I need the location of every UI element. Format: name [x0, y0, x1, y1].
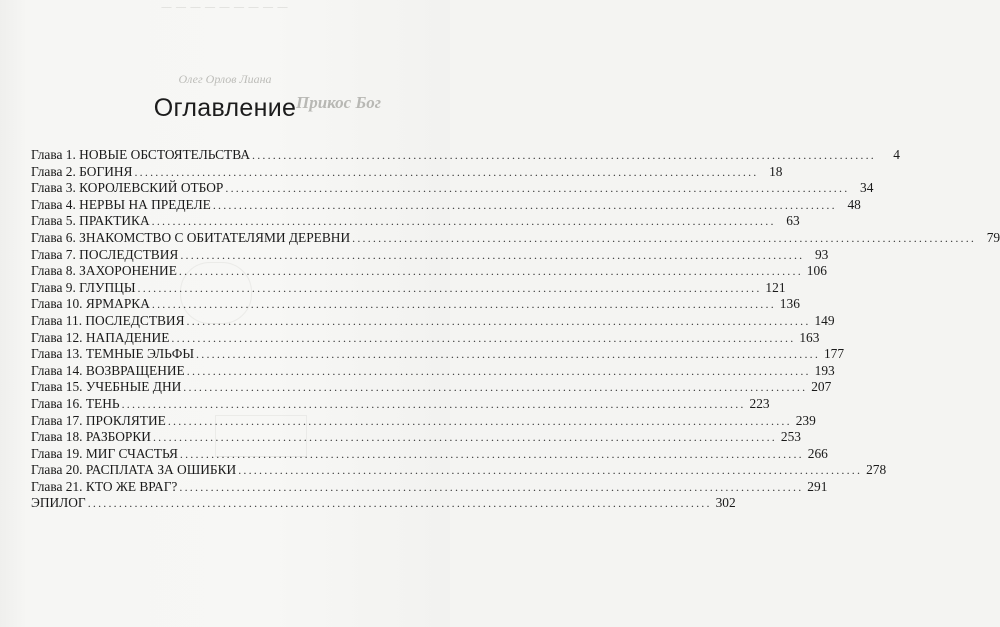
toc-entry-title: ЭПИЛОГ: [31, 495, 86, 511]
toc-dot-leader: ........................................................................................................................: [238, 463, 863, 478]
toc-dot-leader: ........................................................................................................................: [167, 413, 792, 428]
toc-entry-page-number: 177: [823, 346, 845, 362]
toc-entry-title: Глава 12. НАПАДЕНИЕ: [31, 329, 170, 345]
toc-entry-page-number: 193: [814, 362, 835, 378]
toc-entry-page-number: 223: [749, 395, 770, 411]
toc-dot-leader: ........................................................................................................................: [178, 264, 803, 279]
toc-entry-page-number: 48: [847, 196, 861, 212]
toc-entry-page-number: 136: [779, 296, 800, 312]
toc-entry-title: Глава 2. БОГИНЯ: [31, 163, 133, 179]
toc-dot-leader: ........................................................................................................................: [151, 297, 776, 312]
toc-entry-page-number: 121: [765, 279, 786, 295]
toc-entry: [31, 180, 874, 197]
toc-entry: [31, 329, 820, 347]
toc-entry: [31, 213, 800, 230]
toc-entry-page-number: 18: [769, 163, 783, 179]
toc-dot-leader: ........................................................................................................................: [179, 446, 804, 461]
toc-entry-page-number: 34: [860, 180, 874, 196]
toc-entry: [31, 163, 783, 181]
toc-entry-title: Глава 18. РАЗБОРКИ: [31, 429, 151, 445]
toc-entry-title: Глава 11. ПОСЛЕДСТВИЯ: [31, 312, 185, 328]
toc-entry-page-number: 149: [814, 312, 835, 328]
toc-entry: [31, 263, 827, 280]
toc-dot-leader: ........................................................................................................................: [171, 330, 796, 345]
toc-entry: [31, 412, 816, 430]
toc-dot-leader: ........................................................................................................................: [183, 380, 808, 395]
toc-dot-leader: ........................................................................................................................: [121, 396, 746, 411]
toc-entry: [31, 147, 900, 164]
toc-entry: [31, 462, 887, 479]
bleed-through-authors: Олег Орлов Лиана: [178, 72, 272, 86]
toc-entry: [31, 379, 832, 396]
toc-dot-leader: ........................................................................................................................: [179, 479, 804, 494]
toc-dot-leader: ........................................................................................................................: [180, 247, 805, 262]
toc-entry-title: Глава 8. ЗАХОРОНЕНИЕ: [31, 263, 177, 279]
toc-entry: [31, 429, 801, 446]
toc-entry-page-number: 4: [893, 147, 900, 162]
toc-entry: [31, 196, 861, 214]
toc-entry: [31, 362, 835, 380]
toc-entry-page-number: 291: [807, 478, 828, 494]
toc-entry-page-number: 302: [715, 495, 736, 511]
toc-entry-title: Глава 20. РАСПЛАТА ЗА ОШИБКИ: [31, 462, 237, 478]
toc-entry-title: Глава 5. ПРАКТИКА: [31, 213, 150, 229]
toc-entry: [31, 246, 829, 264]
toc-entry-title: Глава 7. ПОСЛЕДСТВИЯ: [31, 246, 179, 262]
toc-entry: [31, 395, 770, 413]
bleed-through-series: Прикос Бог: [296, 93, 382, 112]
toc-entry-title: Глава 10. ЯРМАРКА: [31, 296, 150, 312]
toc-dot-leader: ........................................................................................................................: [186, 313, 811, 328]
toc-entry-page-number: 163: [799, 329, 820, 345]
toc-dot-leader: ........................................................................................................................: [87, 496, 712, 511]
toc-entry-page-number: 266: [807, 445, 828, 461]
toc-entry-page-number: 79: [986, 229, 1000, 245]
toc-dot-leader: ........................................................................................................................: [152, 430, 777, 445]
toc-entry: [31, 478, 828, 496]
table-of-contents: [31, 147, 1000, 512]
toc-entry-page-number: 63: [786, 213, 800, 229]
page-title: Оглавление: [153, 94, 297, 122]
toc-entry: [31, 495, 736, 512]
toc-entry: [31, 346, 845, 363]
toc-entry-page-number: 239: [795, 412, 816, 428]
bleed-through-top-line: — — — — — — — — —: [161, 2, 289, 13]
toc-entry-title: Глава 15. УЧЕБНЫЕ ДНИ: [31, 379, 182, 395]
toc-entry: [31, 445, 828, 463]
toc-entry-title: Глава 9. ГЛУПЦЫ: [31, 279, 136, 295]
toc-dot-leader: ........................................................................................................................: [252, 148, 876, 162]
toc-entry-title: Глава 4. НЕРВЫ НА ПРЕДЕЛЕ: [31, 196, 211, 212]
toc-entry-title: Глава 21. КТО ЖЕ ВРАГ?: [31, 478, 178, 494]
toc-entry-title: Глава 14. ВОЗВРАЩЕНИЕ: [31, 362, 185, 378]
toc-entry: [31, 229, 1000, 247]
toc-entry-page-number: 253: [780, 429, 801, 445]
toc-dot-leader: ........................................................................................................................: [212, 197, 837, 212]
toc-dot-leader: ........................................................................................................................: [137, 280, 762, 295]
toc-entry-title: Глава 6. ЗНАКОМСТВО С ОБИТАТЕЛЯМИ ДЕРЕВНИ: [31, 229, 351, 245]
toc-entry-page-number: 207: [811, 379, 832, 395]
toc-dot-leader: ........................................................................................................................: [196, 347, 821, 362]
toc-entry: [31, 312, 835, 330]
toc-dot-leader: ........................................................................................................................: [134, 164, 759, 179]
toc-entry-title: Глава 19. МИГ СЧАСТЬЯ: [31, 445, 178, 461]
toc-dot-leader: ........................................................................................................................: [352, 230, 977, 245]
toc-entry-title: Глава 13. ТЕМНЫЕ ЭЛЬФЫ: [31, 346, 195, 362]
toc-dot-leader: ........................................................................................................................: [151, 214, 776, 229]
toc-dot-leader: ........................................................................................................................: [225, 181, 850, 196]
toc-entry-page-number: 93: [814, 246, 829, 262]
toc-dot-leader: ........................................................................................................................: [186, 363, 811, 378]
toc-entry: [31, 279, 786, 297]
toc-entry-title: Глава 16. ТЕНЬ: [31, 395, 120, 411]
toc-entry-title: Глава 1. НОВЫЕ ОБСТОЯТЕЛЬСТВА: [31, 147, 250, 162]
toc-entry-page-number: 278: [866, 462, 887, 478]
toc-entry: [31, 296, 800, 313]
toc-entry-page-number: 106: [806, 263, 827, 279]
toc-entry-title: Глава 3. КОРОЛЕВСКИЙ ОТБОР: [31, 180, 224, 196]
toc-entry-title: Глава 17. ПРОКЛЯТИЕ: [31, 412, 166, 428]
